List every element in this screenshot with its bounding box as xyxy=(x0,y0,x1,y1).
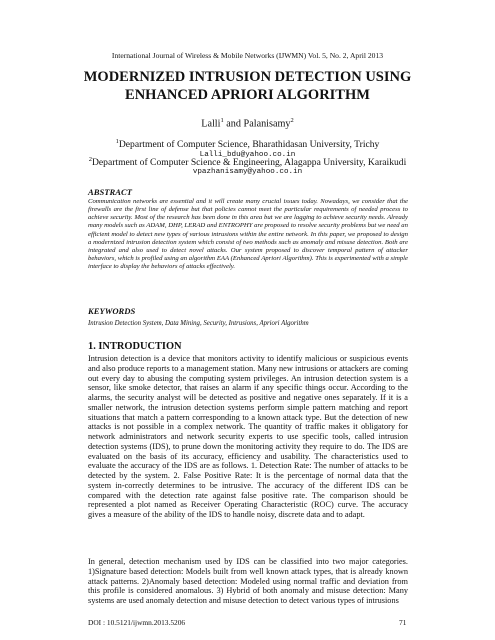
page-number: 71 xyxy=(399,618,407,627)
author-name: Lalli xyxy=(201,118,221,130)
affiliation-superscript: 2 xyxy=(88,156,92,163)
author-superscript: 2 xyxy=(290,117,294,124)
keywords-heading: KEYWORDS xyxy=(88,306,136,316)
affiliation-1 xyxy=(0,138,495,150)
affiliation-text: Department of Computer Science, Bharathidasan University, Trichy xyxy=(118,139,380,151)
affiliation-superscript: 1 xyxy=(115,138,119,145)
author-email-1: Lalli_bdu@yahoo.co.in xyxy=(199,151,296,159)
author-list xyxy=(0,117,495,129)
body-paragraph-1: Intrusion detection is a device that monitors activity to identify malicious or suspicious events and also produce reports to a management station. Many new intrusions or attackers are coming out every day to abusing the computing system privileges. An intrusion detection system is a sensor, like smoke detector, that raises an alarm if any specific things occur. According to the alarms, the security analyst will be detected as positive and negative ones separately. If it is a smaller network, the intrusion detection systems perform simple pattern matching and report situations that match a pattern corresponding to a known attack type. But the detection of new attacks is not possible in a complex network. The quantity of traffic makes it obligatory for network administrators and network security experts to use specific tools, called intrusion detection systems (IDS), to prune down the monitoring activity they require to do. The IDS are evaluated on the basis of its accuracy, efficiency and usability. The characteristics used to evaluate the accuracy of the IDS are as follows. 1. Detection Rate: The number of attacks to be detected by the system. 2. False Positive Rate: It is the percentage of normal data that the system in-correctly determines to be intrusive. The accuracy of the different IDS can be compared with the detection rate against false positive rate. The comparison should be represented a plot named as Receiver Operating Characteristic (ROC) curve. The accuracy gives a measure of the ability of the IDS to handle noisy, discrete data and to adapt. xyxy=(88,354,408,519)
author-superscript: 1 xyxy=(220,117,224,124)
affiliation-2 xyxy=(0,156,495,168)
keywords-text: Intrusion Detection System, Data Mining, Security, Intrusions, Apriori Algorithm xyxy=(88,320,309,327)
author-name: Palanisamy xyxy=(243,118,291,130)
abstract-heading: ABSTRACT xyxy=(88,187,132,197)
title-line-1: MODERNIZED INTRUSION DETECTION USING xyxy=(83,69,412,85)
paper-title xyxy=(60,68,435,104)
journal-header: International Journal of Wireless & Mobile Networks (IJWMN) Vol. 5, No. 2, April 2013 xyxy=(111,51,384,60)
abstract-text: Communication networks are essential and it will create many crucial issues today. Nowadays, we consider that the firewalls are the first line of defense but that policies cannot meet the particular requirements of needed process to achieve security. Most of the research has been done in this area but we are lagging to achieve security needs. Already many models such as ADAM, DHP, LERAD and ENTROPHY are proposed to resolve security problems but we need an efficient model to detect new types of various intrusions within the entire network. In this paper, we proposed to design a modernized intrusion detection system which consist of two methods such as anomaly and misuse detection. Both are integrated and also used to detect novel attacks. Our system proposed to discover temporal pattern of attacker behaviors, which is profiled using an algorithm EAA (Enhanced Apriori Algorithm). This is experimented with a simple interface to display the behaviors of attacks effectively. xyxy=(88,198,408,271)
body-paragraph-2: In general, detection mechanism used by IDS can be classified into two major categories. 1)Signature based detection: Models built from well known attack types, that is already known attack patterns. 2)Anomaly based detection: Modeled using normal traffic and deviation from this profile is considered anomalous. 3) Hybrid of both anomaly and misuse detection: Many systems are used anomaly detection and misuse detection to detect various types of intrusions xyxy=(88,557,408,605)
author-separator: and xyxy=(223,118,244,130)
doi-footer: DOI : 10.5121/ijwmn.2013.5206 xyxy=(88,618,186,627)
affiliation-text: Department of Computer Science & Engineering, Alagappa University, Karaikudi xyxy=(91,157,407,169)
author-email-2: vpazhanisamy@yahoo.co.in xyxy=(192,168,303,176)
title-line-2: ENHANCED APRIORI ALGORITHM xyxy=(125,87,370,103)
section-heading: 1. INTRODUCTION xyxy=(88,341,182,352)
